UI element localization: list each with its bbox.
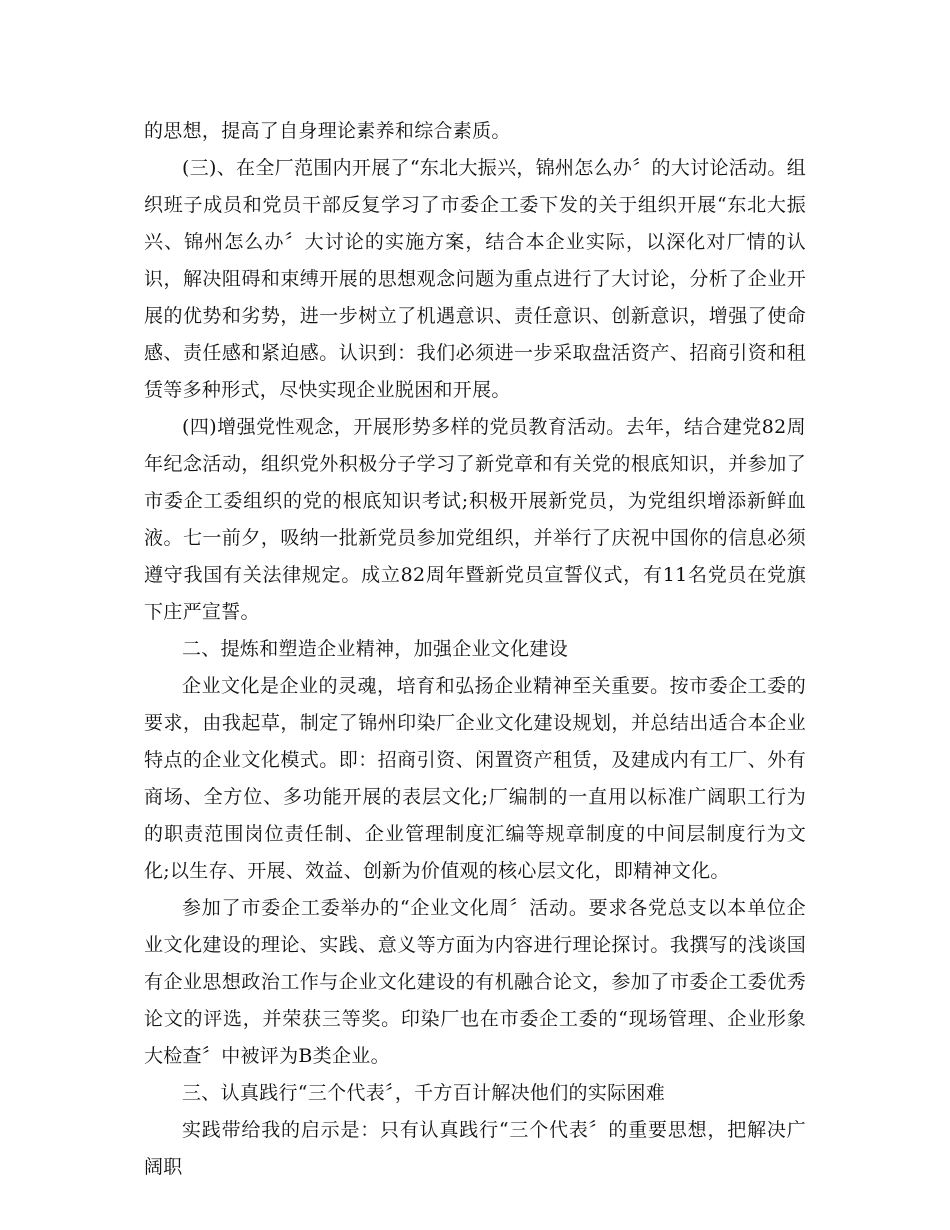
paragraph-section-four: (四)增强党性观念，开展形势多样的党员教育活动。去年，结合建党82周年纪念活动，组织党外积极分子学习了新党章和有关党的根底知识，并参加了市委企工委组织的党的根底知识考试;积极开展新党员，为党组织增添新鲜血液。七一前夕，吸纳一批新党员参加党组织，并举行了庆祝中国你的信息必须遵守我国有关法律规定。成立82周年暨新党员宣誓仪式，有11名党员在党旗下庄严宣誓。 <box>144 416 806 623</box>
heading-part-two: 二、提炼和塑造企业精神，加强企业文化建设 <box>182 638 569 660</box>
document-body <box>144 113 806 1186</box>
paragraph-culture-week: 参加了市委企工委举办的“企业文化周〞活动。要求各党总支以本单位企业文化建设的理论、实践、意义等方面为内容进行理论探讨。我撰写的浅谈国有企业思想政治工作与企业文化建设的有机融合论文，参加了市委企工委优秀论文的评选，并荣获三等奖。印染厂也在市委企工委的“现场管理、企业形象大检查〞中被评为B类企业。 <box>144 897 806 1067</box>
paragraph-corporate-culture: 企业文化是企业的灵魂，培育和弘扬企业精神至关重要。按市委企工委的要求，由我起草，制定了锦州印染厂企业文化建设规划，并总结出适合本企业特点的企业文化模式。即：招商引资、闲置资产租赁，及建成内有工厂、外有商场、全方位、多功能开展的表层文化;厂编制的一直用以标准广阔职工行为的职责范围岗位责任制、企业管理制度汇编等规章制度的中间层制度行为文化;以生存、开展、效益、创新为价值观的核心层文化，即精神文化。 <box>144 675 806 882</box>
paragraph-continuation: 的思想，提高了自身理论素养和综合素质。 <box>144 120 511 142</box>
heading-part-three: 三、认真践行“三个代表〞，千方百计解决他们的实际困难 <box>182 1082 666 1104</box>
paragraph-section-three: (三)、在全厂范围内开展了“东北大振兴，锦州怎么办〞的大讨论活动。组织班子成员和党员干部反复学习了市委企工委下发的关于组织开展“东北大振兴、锦州怎么办〞大讨论的实施方案，结合本企业实际，以深化对厂情的认识，解决阻碍和束缚开展的思想观念问题为重点进行了大讨论，分析了企业开展的优势和劣势，进一步树立了机遇意识、责任意识、创新意识，增强了使命感、责任感和紧迫感。认识到：我们必须进一步采取盘活资产、招商引资和租赁等多种形式，尽快实现企业脱困和开展。 <box>144 157 806 401</box>
paragraph-practice: 实践带给我的启示是：只有认真践行“三个代表〞的重要思想，把解决广阔职 <box>144 1119 806 1178</box>
